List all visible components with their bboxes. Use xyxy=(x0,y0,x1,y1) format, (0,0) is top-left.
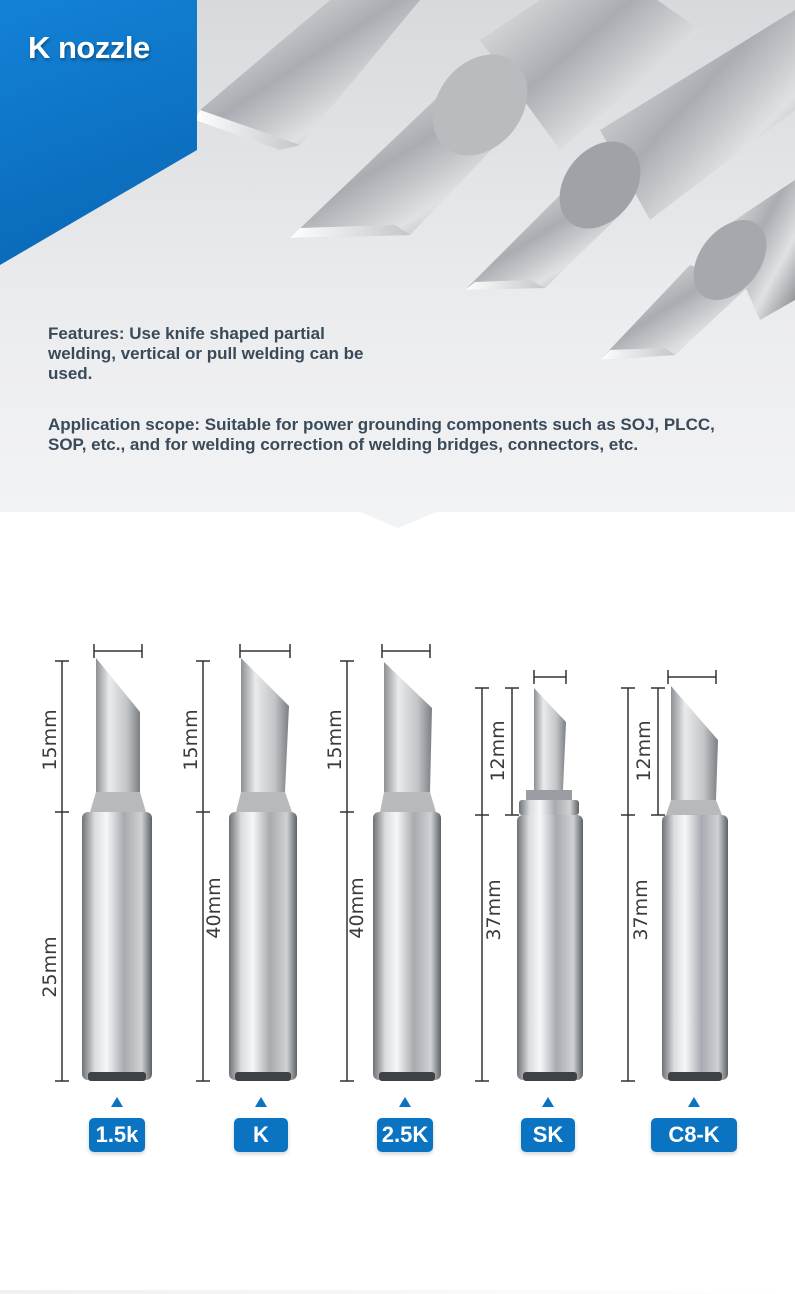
tip-1-body-label: 25mm xyxy=(39,936,61,998)
tip-5-length-label: 12mm xyxy=(633,720,655,782)
pointer-triangle xyxy=(399,1097,411,1107)
pointer-triangle xyxy=(255,1097,267,1107)
scope-text: Application scope: Suitable for power grounding components such as SOJ, PLCC, SOP, etc., and for welding correction of welding bridges, connectors, etc. xyxy=(48,415,715,454)
tip-5-body-label: 37mm xyxy=(630,879,652,941)
hero-banner xyxy=(0,0,795,512)
section-notch xyxy=(360,512,436,528)
tip-label-sk: SK xyxy=(521,1118,575,1152)
tip-4-length-label: 12mm xyxy=(487,720,509,782)
tip-1-length-label: 15mm xyxy=(39,709,61,771)
page-title: K nozzle xyxy=(28,30,150,65)
pointer-triangle xyxy=(542,1097,554,1107)
footer-divider xyxy=(0,1290,795,1294)
tip-2-length-label: 15mm xyxy=(180,709,202,771)
tip-2-5k xyxy=(340,644,441,1081)
pointer-triangle xyxy=(688,1097,700,1107)
tip-label-k: K xyxy=(234,1118,288,1152)
tip-1-5k xyxy=(55,644,152,1081)
tip-2-body-label: 40mm xyxy=(203,877,225,939)
pointer-triangle xyxy=(111,1097,123,1107)
tip-label-1-5k: 1.5k xyxy=(89,1118,145,1152)
tip-4-body-label: 37mm xyxy=(483,879,505,941)
tips-diagram xyxy=(0,620,795,1180)
tip-3-length-label: 15mm xyxy=(324,709,346,771)
tip-label-c8-k: C8-K xyxy=(651,1118,737,1152)
tip-3-body-label: 40mm xyxy=(346,877,368,939)
features-text: Features: Use knife shaped partial welding, vertical or pull welding can be used. xyxy=(48,324,364,383)
tip-k xyxy=(196,644,297,1081)
tip-label-2-5k: 2.5K xyxy=(377,1118,433,1152)
